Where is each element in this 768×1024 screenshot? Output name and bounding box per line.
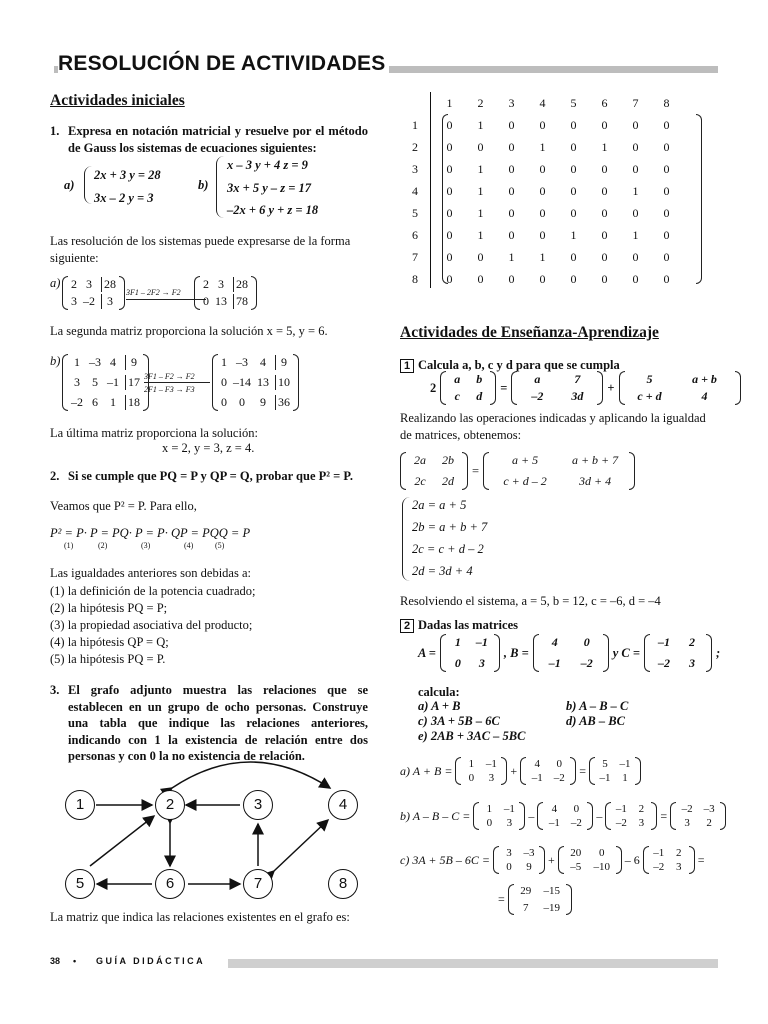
system-line: 2c = c + d – 2: [412, 542, 484, 556]
table-row: 3 0 1 0 0 0 0 0 0: [412, 161, 670, 176]
arrow-line: [144, 382, 210, 383]
calc-label: calcula:: [418, 685, 460, 699]
page-number: 38: [50, 956, 61, 966]
equation-e1-expanded: 2a 2b 2c 2d = a + 5 a + b + 7 c + d – 2 3d + 4: [400, 452, 635, 490]
question-3: [50, 682, 368, 765]
label-a: a): [64, 178, 75, 192]
table-row: 4 0 1 0 0 0 0 1 0: [412, 183, 670, 198]
question-2: [50, 468, 353, 485]
paragraph: La última matriz proporciona la solución:: [50, 426, 258, 440]
solution-2c: c) 3A + 5B – 6C = 3 –3 0 9 + 20 0 –5 –10 – 6 –1 2 –2 3 =: [400, 847, 705, 873]
reason-5: (5) la hipótesis PQ = P.: [50, 652, 166, 666]
matrix: 2 3 28 0 13 78: [194, 276, 257, 310]
equation: P² = P· P = PQ· P = P· QP = PQQ = P: [50, 526, 251, 540]
eq-b3: –2x + 6 y + z = 18: [227, 203, 319, 217]
matrix-paren-right: [696, 114, 702, 284]
table-row: 7 0 0 1 1 0 0 0 0: [412, 249, 670, 264]
label-b: b): [50, 354, 61, 368]
matrix: 2 3 28 3 –2 3: [62, 276, 125, 310]
question-number: 2.: [50, 469, 60, 483]
paragraph: Veamos que P² = P. Para ello,: [50, 499, 197, 513]
equation-marks: (1) (2) (3) (4) (5): [64, 541, 225, 550]
task-d: d) AB – BC: [566, 714, 625, 728]
paragraph: x = 2, y = 3, z = 4.: [162, 441, 255, 455]
question-number: 1.: [50, 124, 60, 138]
adjacency-table: [400, 92, 720, 292]
graph-node-3: 3: [243, 790, 273, 820]
paragraph: La matriz que indica las relaciones existentes en el grafo es:: [50, 910, 350, 924]
question-text: Expresa en notación matricial y resuelve por el método de Gauss los sistemas de ecuaciones siguientes:: [68, 124, 368, 155]
adjacency-grid: 1 2 3 4 5 6 7 8 1 0 1 0 0 0 0 0 0 2 0 0 0 1 0 1 0 0 3 0 1 0 0 0 0 0 0 4 0 1 0 0 0 0 1 0 5 0 1 0 0 0 0 0 0 6 0 1 0 0 1 0 1 0 7 0 0 1 1 0 0 0 0 8 0 0 0 0 0 0 0 0: [400, 92, 682, 290]
paragraph: La segunda matriz proporciona la solución x = 5, y = 6.: [50, 324, 328, 338]
section-title-teaching: Actividades de Enseñanza-Aprendizaje: [400, 324, 659, 341]
exercise-number: 1: [400, 359, 414, 373]
equation-e1: 2 a b c d = a 7 –2 3d + 5 a + b c + d 4: [430, 371, 741, 405]
footer-dot: •: [73, 956, 77, 966]
solution-b: [50, 352, 370, 416]
relation-graph: [60, 756, 370, 906]
question-text: Si se cumple que PQ = P y QP = Q, probar que P² = P.: [68, 469, 353, 483]
reason-4: (4) la hipótesis QP = Q;: [50, 635, 169, 649]
edge-2-4: [172, 762, 330, 788]
system-line: 2a = a + 5: [412, 498, 467, 512]
paragraph: Resolviendo el sistema, a = 5, b = 12, c = –6, d = –4: [400, 594, 661, 608]
solution-2c-result: = 29 –15 7 –19: [498, 884, 572, 915]
matrices-definition: A = 1 –1 0 3 , B = 4 0 –1 –2 y C = –1 2 –2 3 ;: [418, 635, 721, 670]
graph-edges: [60, 756, 370, 906]
graph-node-7: 7: [243, 869, 273, 899]
task-b: b) A – B – C: [566, 699, 629, 713]
brace: [216, 156, 224, 218]
equation-system: [400, 495, 600, 583]
table-row: 8 0 0 0 0 0 0 0 0: [412, 271, 670, 286]
page-title: RESOLUCIÓN DE ACTIVIDADES: [58, 52, 389, 76]
edge-5-2: [90, 816, 154, 866]
table-row: 2 0 0 0 1 0 1 0 0: [412, 139, 670, 154]
row-operation: 3F1 – F2 → F2: [144, 372, 195, 381]
footer-title: GUÍA DIDÁCTICA: [96, 956, 206, 966]
graph-node-4: 4: [328, 790, 358, 820]
reason-3: (3) la propiedad asociativa del producto;: [50, 618, 253, 632]
systems-q1: [64, 158, 364, 222]
row-operation: 3F1 – 2F2 → F2: [126, 288, 181, 297]
solution-2a: a) A + B = 1 –1 0 3 + 4 0 –1 –2 = 5 –1 –1 1: [400, 757, 641, 785]
solution-2b: b) A – B – C = 1 –1 0 3 – 4 0 –1 –2 – –1 2 –2 3 = –2 –3 3 2: [400, 802, 726, 830]
footer-bar: [228, 959, 718, 968]
graph-node-6: 6: [155, 869, 185, 899]
question-1: [50, 123, 368, 156]
eq-b2: 3x + 5 y – z = 17: [227, 181, 312, 195]
graph-node-5: 5: [65, 869, 95, 899]
row-operation: 2F1 – F3 → F3: [144, 385, 195, 394]
paragraph: Realizando las operaciones indicadas y aplicando la igualdad de matrices, obtenemos:: [400, 411, 706, 442]
label-a: a): [50, 276, 61, 290]
eq-a1: 2x + 3 y = 28: [94, 168, 161, 182]
matrix: 1 –3 4 9 3 5 –1 17 –2 6 1 18: [62, 354, 149, 411]
eq-b1: x – 3 y + 4 z = 9: [227, 158, 308, 172]
matrix: 1 –3 4 9 0 –14 13 10 0 0 9 36: [212, 354, 299, 411]
brace: [84, 166, 92, 204]
section-title-initial: Actividades iniciales: [50, 92, 185, 109]
task-e: e) 2AB + 3AC – 5BC: [418, 729, 526, 743]
system-line: 2d = 3d + 4: [412, 564, 473, 578]
table-row: 6 0 1 0 0 1 0 1 0: [412, 227, 670, 242]
eq-a2: 3x – 2 y = 3: [94, 191, 154, 205]
exercise-2: [400, 617, 518, 634]
table-row: 5 0 1 0 0 0 0 0 0: [412, 205, 670, 220]
task-c: c) 3A + 5B – 6C: [418, 714, 500, 728]
edge-7-4: [274, 820, 328, 871]
graph-node-1: 1: [65, 790, 95, 820]
reason-1: (1) la definición de la potencia cuadrado;: [50, 584, 256, 598]
paragraph: Las resolución de los sistemas puede expresarse de la forma siguiente:: [50, 234, 351, 265]
label-b: b): [198, 178, 209, 192]
solution-a: [50, 274, 370, 318]
question-text: El grafo adjunto muestra las relaciones que se establecen en un grupo de ocho personas. Construye una tabla que indique las relaciones anteriores, indicando con 1 la existencia de relación entre dos personas y con 0 la no existencia de relación.: [68, 683, 368, 763]
question-number: 3.: [50, 683, 60, 697]
exercise-text: Calcula a, b, c y d para que se cumpla: [418, 358, 620, 372]
exercise-number: 2: [400, 619, 414, 633]
task-a: a) A + B: [418, 699, 461, 713]
graph-node-2: 2: [155, 790, 185, 820]
reason-2: (2) la hipótesis PQ = P;: [50, 601, 168, 615]
system-line: 2b = a + b + 7: [412, 520, 488, 534]
graph-node-8: 8: [328, 869, 358, 899]
exercise-text: Dadas las matrices: [418, 618, 518, 632]
table-row: 1 0 1 0 0 0 0 0 0: [412, 117, 670, 132]
brace: [402, 497, 410, 581]
paragraph: Las igualdades anteriores son debidas a:: [50, 566, 251, 580]
